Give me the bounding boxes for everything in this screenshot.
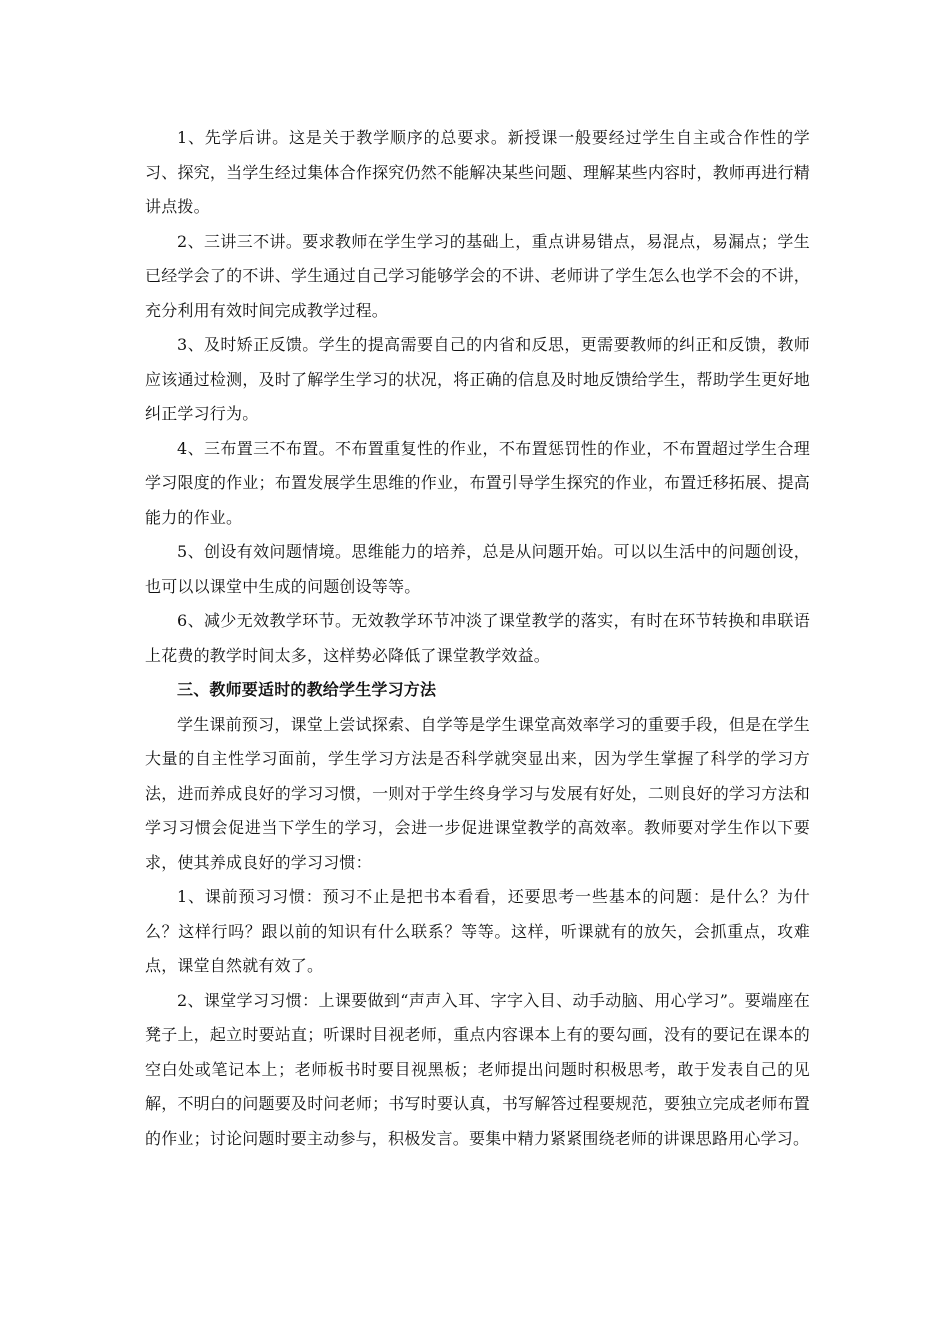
paragraph-1: 1、先学后讲。这是关于教学顺序的总要求。新授课一般要经过学生自主或合作性的学习、探究，当学生经过集体合作探究仍然不能解决某些问题、理解某些内容时，教师再进行精讲点拨。 bbox=[145, 128, 810, 216]
section-paragraph-preview-habit: 1、课前预习习惯：预习不止是把书本看看，还要思考一些基本的问题：是什么？为什么？这样行吗？跟以前的知识有什么联系？等等。这样，听课就有的放矢，会抓重点，攻难点，课堂自然就有效了。 bbox=[145, 887, 810, 975]
paragraph-5: 5、创设有效问题情境。思维能力的培养，总是从问题开始。可以以生活中的问题创设，也可以以课堂中生成的问题创设等等。 bbox=[145, 542, 810, 596]
paragraph-3: 3、及时矫正反馈。学生的提高需要自己的内省和反思，更需要教师的纠正和反馈，教师应该通过检测，及时了解学生学习的状况，将正确的信息及时地反馈给学生，帮助学生更好地纠正学习行为。 bbox=[145, 335, 810, 423]
section-heading: 三、教师要适时的教给学生学习方法 bbox=[177, 680, 437, 699]
section-paragraph-intro: 学生课前预习，课堂上尝试探索、自学等是学生课堂高效率学习的重要手段，但是在学生大量的自主性学习面前，学生学习方法是否科学就突显出来，因为学生掌握了科学的学习方法，进而养成良好的学习习惯，一则对于学生终身学习与发展有好处，二则良好的学习方法和学习习惯会促进当下学生的学习，会进一步促进课堂教学的高效率。教师要对学生作以下要求，使其养成良好的学习习惯： bbox=[145, 714, 810, 872]
paragraph-4: 4、三布置三不布置。不布置重复性的作业，不布置惩罚性的作业，不布置超过学生合理学习限度的作业；布置发展学生思维的作业，布置引导学生探究的作业，布置迁移拓展、提高能力的作业。 bbox=[145, 438, 810, 527]
document-page bbox=[145, 121, 810, 1156]
paragraph-2: 2、三讲三不讲。要求教师在学生学习的基础上，重点讲易错点，易混点，易漏点；学生已经学会了的不讲、学生通过自己学习能够学会的不讲、老师讲了学生怎么也学不会的不讲，充分利用有效时间完成教学过程。 bbox=[145, 231, 810, 320]
paragraph-6: 6、减少无效教学环节。无效教学环节冲淡了课堂教学的落实，有时在环节转换和串联语上花费的教学时间太多，这样势必降低了课堂教学效益。 bbox=[145, 611, 810, 665]
section-paragraph-classroom-habit: 2、课堂学习习惯：上课要做到“声声入耳、字字入目、动手动脑、用心学习”。要端座在凳子上，起立时要站直；听课时目视老师，重点内容课本上有的要勾画，没有的要记在课本的空白处或笔记本上；老师板书时要目视黑板；老师提出问题时积极思考，敢于发表自己的见解，不明白的问题要及时问老师；书写时要认真，书写解答过程要规范，要独立完成老师布置的作业；讨论问题时要主动参与，积极发言。要集中精力紧紧围绕老师的讲课思路用心学习。 bbox=[145, 990, 810, 1148]
